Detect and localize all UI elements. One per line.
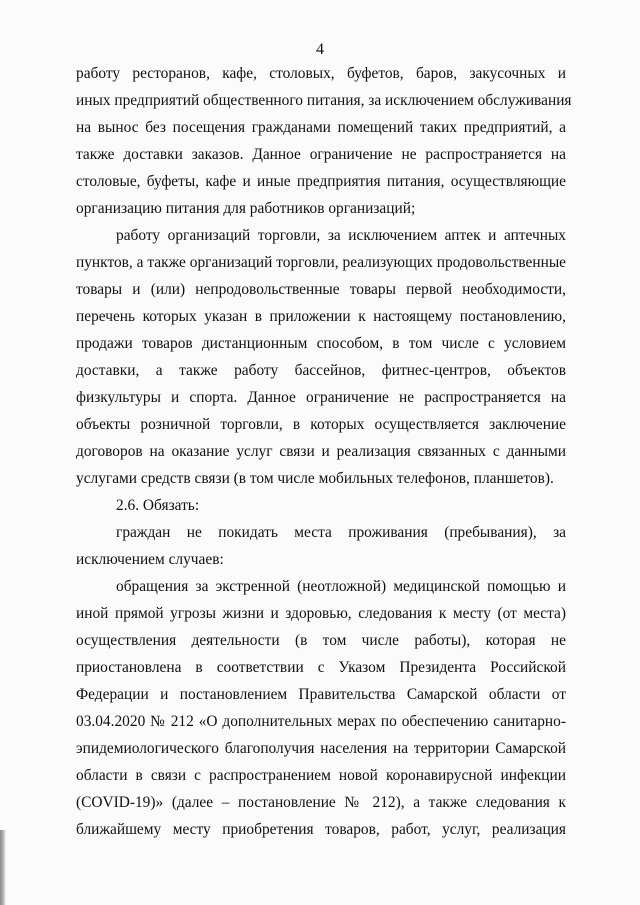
text-line: доставки, а также работу бассейнов, фитнес-центров, объектов [76,362,566,379]
text-line: перечень которых указан в приложении к настоящему постановлению, [76,308,566,325]
text-line: договоров на оказание услуг связи и реализация связанных с данными [76,443,566,460]
text-line: Федерации и постановлением Правительства Самарской области от [76,686,566,703]
text-line: организацию питания для работников организаций; [76,200,416,217]
text-line: товары и (или) непродовольственные товары первой необходимости, [76,281,566,298]
section-heading: 2.6. Обязать: [116,497,200,514]
text-line: на вынос без посещения гражданами помещений таких предприятий, а [76,119,566,136]
text-line: физкультуры и спорта. Данное ограничение не распространяется на [76,389,566,406]
scan-edge-shadow [0,830,6,905]
text-line: эпидемиологического благополучия населения на территории Самарской [76,740,566,757]
text-line: 03.04.2020 № 212 «О дополнительных мерах по обеспечению санитарно- [76,713,566,730]
text-line: пунктов, а также организаций торговли, реализующих продовольственные [76,254,566,271]
text-line: осуществления деятельности (в том числе работы), которая не [76,632,566,649]
text-line: исключением случаев: [76,551,224,568]
text-line: работу организаций торговли, за исключением аптек и аптечных [116,227,566,244]
text-line: столовые, буфеты, кафе и иные предприятия питания, осуществляющие [76,173,566,190]
text-line: граждан не покидать места проживания (пребывания), за [116,524,566,541]
text-line: (COVID-19)» (далее – постановление № 212), а также следования к [76,794,566,811]
text-line: также доставки заказов. Данное ограничение не распространяется на [76,146,566,163]
text-line: обращения за экстренной (неотложной) медицинской помощью и [116,578,566,595]
text-line: иных предприятий общественного питания, за исключением обслуживания [76,92,572,109]
text-line: иной прямой угрозы жизни и здоровью, следования к месту (от места) [76,605,566,622]
text-line: приостановлена в соответствии с Указом Президента Российской [76,659,566,676]
page-number: 4 [316,41,324,58]
text-line: работу ресторанов, кафе, столовых, буфетов, баров, закусочных и [76,65,566,82]
text-line: области в связи с распространением новой коронавирусной инфекции [76,767,566,784]
text-line: ближайшему месту приобретения товаров, работ, услуг, реализация [76,821,566,838]
text-line: продажи товаров дистанционным способом, в том числе с условием [76,335,566,352]
text-line: услугами средств связи (в том числе мобильных телефонов, планшетов). [76,470,554,487]
text-line: объекты розничной торговли, в которых осуществляется заключение [76,416,566,433]
